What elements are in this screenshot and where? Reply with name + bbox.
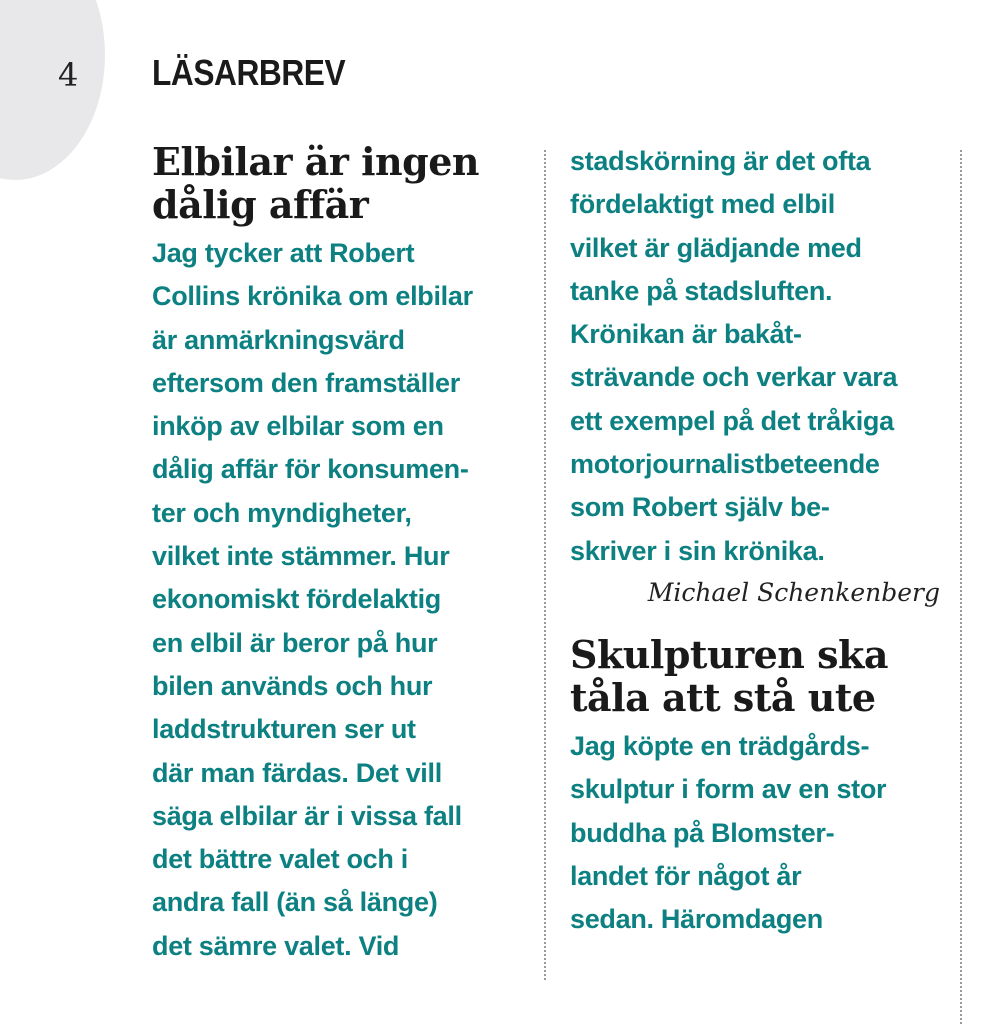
body-line: där man färdas. Det vill [152,757,442,788]
body-line: ter och myndigheter, [152,497,412,528]
body-line: buddha på Blomster- [570,817,835,848]
page-number: 4 [58,56,79,94]
letter-1-body [152,232,532,968]
body-line: laddstrukturen ser ut [152,714,416,745]
body-line: inköp av elbilar som en [152,411,444,442]
body-line: skriver i sin krönika. [570,535,825,566]
headline-line: dålig affär [152,182,369,227]
body-line: vilket inte stämmer. Hur [152,541,450,572]
headline-line: Skulpturen ska [570,631,888,677]
body-line: tanke på stadsluften. [570,275,833,306]
body-line: fördelaktigt med elbil [570,189,835,220]
body-line: sedan. Häromdagen [570,904,823,935]
body-line: dålig affär för konsumen- [152,454,469,485]
body-line: strävande och verkar vara [570,362,898,393]
body-line: är anmärkningsvärd [152,324,405,355]
letter-2-body [570,725,950,941]
column-divider-right [960,150,962,1024]
headline-line: tåla att stå ute [570,674,876,720]
column-left [152,140,532,968]
body-line: en elbil är beror på hur [152,627,438,658]
body-line: Krönikan är bakåt- [570,319,802,350]
body-line: som Robert själv be- [570,492,830,523]
letter-2-headline [570,633,950,719]
body-line: andra fall (än så länge) [152,887,438,918]
body-line: Jag köpte en trädgårds- [570,730,870,761]
headline-line: Elbilar är ingen [152,139,480,184]
body-line: ett exempel på det tråkiga [570,405,894,436]
body-line: ekonomiskt fördelaktig [152,584,441,615]
letter-1-headline [152,140,532,226]
body-line: stadskörning är det ofta [570,146,871,176]
page-number-circle [0,0,105,180]
body-line: det bättre valet och i [152,844,408,875]
body-line: vilket är glädjande med [570,232,862,263]
column-divider [544,150,546,980]
body-line: det sämre valet. Vid [152,930,400,961]
body-line: säga elbilar är i vissa fall [152,800,462,831]
letter-1-signature: Michael Schenkenberg [647,577,940,607]
body-line: landet för något år [570,860,802,891]
body-line: eftersom den framställer [152,367,460,398]
body-line: Jag tycker att Robert [152,238,415,268]
body-line: motorjournalistbeteende [570,449,880,480]
body-line: skulptur i form av en stor [570,774,887,805]
body-line: Collins krönika om elbilar [152,281,473,312]
body-line: bilen används och hur [152,670,433,701]
letter-1-body-continued [570,140,950,573]
column-right [570,140,950,941]
section-title: LÄSARBREV [152,52,346,93]
